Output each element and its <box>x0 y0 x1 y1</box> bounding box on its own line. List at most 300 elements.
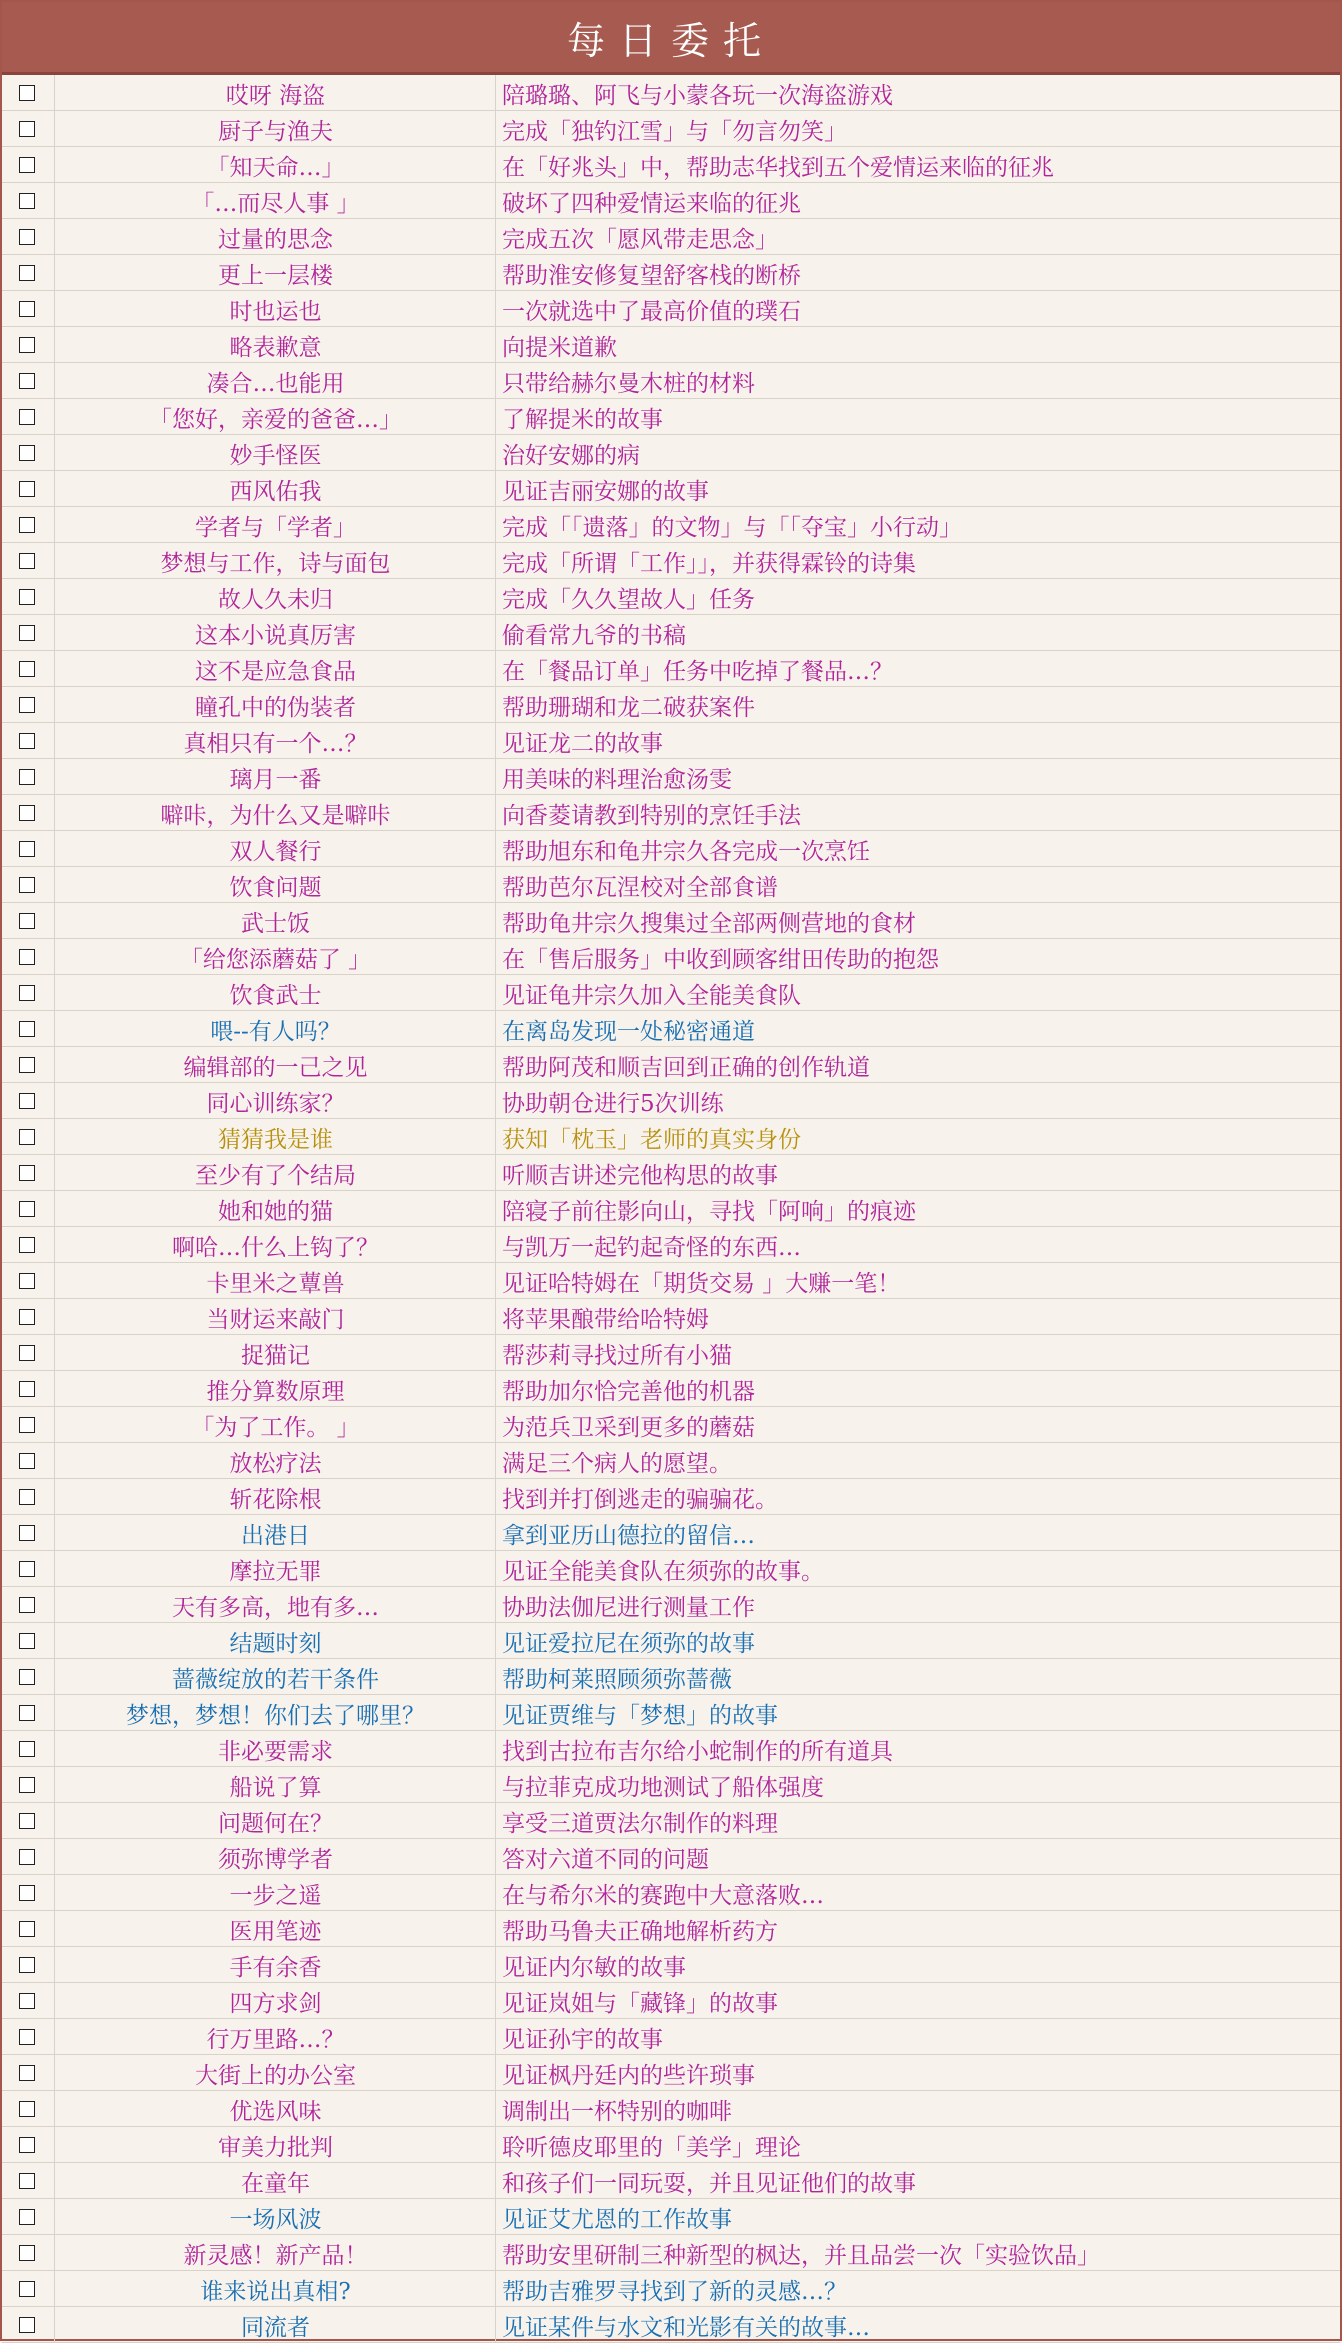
task-row <box>2 867 1340 903</box>
task-description: 获知「枕玉」老师的真实身份 <box>502 1126 801 1153</box>
task-name: 过量的思念 <box>56 219 496 255</box>
task-row <box>2 471 1340 507</box>
checkbox-cell <box>2 1407 55 1443</box>
task-row <box>2 1767 1340 1803</box>
task-row <box>2 1011 1340 1047</box>
task-checkbox[interactable] <box>19 1417 35 1433</box>
checkbox-cell <box>2 1371 55 1407</box>
task-name: 同流者 <box>56 2307 496 2343</box>
task-row <box>2 1371 1340 1407</box>
task-description: 帮助淮安修复望舒客栈的断桥 <box>502 262 801 289</box>
task-name: 璃月一番 <box>56 759 496 795</box>
task-row <box>2 831 1340 867</box>
checkbox-cell <box>2 1983 55 2019</box>
task-checkbox[interactable] <box>19 265 35 281</box>
task-row <box>2 795 1340 831</box>
task-row <box>2 1587 1340 1623</box>
task-row <box>2 2271 1340 2307</box>
task-checkbox[interactable] <box>19 661 35 677</box>
task-row <box>2 2127 1340 2163</box>
checkbox-cell <box>2 2271 55 2307</box>
task-name: 饮食问题 <box>56 867 496 903</box>
task-checkbox[interactable] <box>19 913 35 929</box>
checkbox-cell <box>2 1119 55 1155</box>
task-description: 协助朝仓进行5次训练 <box>502 1090 724 1117</box>
checkbox-cell <box>2 75 55 111</box>
task-list <box>2 75 1340 2343</box>
task-checkbox[interactable] <box>19 121 35 137</box>
task-name: 推分算数原理 <box>56 1371 496 1407</box>
task-checkbox[interactable] <box>19 805 35 821</box>
task-checkbox[interactable] <box>19 409 35 425</box>
task-description: 完成五次「愿风带走思念」 <box>502 226 778 253</box>
task-description: 找到并打倒逃走的骗骗花。 <box>502 1486 778 1513</box>
checkbox-cell <box>2 831 55 867</box>
task-row <box>2 1047 1340 1083</box>
task-checkbox[interactable] <box>19 841 35 857</box>
task-description: 向香菱请教到特别的烹饪手法 <box>502 802 801 829</box>
task-checkbox[interactable] <box>19 301 35 317</box>
task-name: 优选风味 <box>56 2091 496 2127</box>
task-row <box>2 2091 1340 2127</box>
task-checkbox[interactable] <box>19 1597 35 1613</box>
task-checkbox[interactable] <box>19 2317 35 2333</box>
task-row <box>2 2235 1340 2271</box>
task-description: 见证艾尤恩的工作故事 <box>502 2206 732 2233</box>
checkbox-cell <box>2 615 55 651</box>
checkbox-cell <box>2 687 55 723</box>
task-description: 见证全能美食队在须弥的故事。 <box>502 1558 824 1585</box>
task-row <box>2 1803 1340 1839</box>
checkbox-cell <box>2 471 55 507</box>
task-description: 见证贾维与「梦想」的故事 <box>502 1702 778 1729</box>
task-description: 在离岛发现一处秘密通道 <box>502 1018 755 1045</box>
task-description: 帮助阿茂和顺吉回到正确的创作轨道 <box>502 1054 870 1081</box>
task-row <box>2 1155 1340 1191</box>
checkbox-cell <box>2 1479 55 1515</box>
checkbox-cell <box>2 2019 55 2055</box>
task-row <box>2 615 1340 651</box>
task-checkbox[interactable] <box>19 1849 35 1865</box>
task-description: 为范兵卫采到更多的蘑菇 <box>502 1414 755 1441</box>
task-description: 和孩子们一同玩耍，并且见证他们的故事 <box>502 2170 916 2197</box>
checkbox-cell <box>2 1227 55 1263</box>
checkbox-cell <box>2 1011 55 1047</box>
checkbox-cell <box>2 1335 55 1371</box>
checkbox-cell <box>2 2091 55 2127</box>
task-row <box>2 75 1340 111</box>
task-description: 帮助柯莱照顾须弥蔷薇 <box>502 1666 732 1693</box>
checkbox-cell <box>2 1623 55 1659</box>
checkbox-cell <box>2 291 55 327</box>
task-description: 在「好兆头」中，帮助志华找到五个爱情运来临的征兆 <box>502 154 1054 181</box>
task-row <box>2 2163 1340 2199</box>
task-name: 梦想，梦想！你们去了哪里？ <box>56 1695 496 1731</box>
task-checkbox[interactable] <box>19 1885 35 1901</box>
title-bar <box>2 2 1340 75</box>
task-row <box>2 723 1340 759</box>
task-row <box>2 1551 1340 1587</box>
task-description: 只带给赫尔曼木桩的材料 <box>502 370 755 397</box>
task-description: 将苹果酿带给哈特姆 <box>502 1306 709 1333</box>
checkbox-cell <box>2 1299 55 1335</box>
checkbox-cell <box>2 1947 55 1983</box>
task-name: 学者与「学者」 <box>56 507 496 543</box>
task-row <box>2 1659 1340 1695</box>
task-description: 帮助马鲁夫正确地解析药方 <box>502 1918 778 1945</box>
task-description: 完成「「遗落」的文物」与「「夺宝」小行动」 <box>502 514 962 541</box>
task-description: 见证枫丹廷内的些许琐事 <box>502 2062 755 2089</box>
task-name: 啊哈…什么上钩了？ <box>56 1227 496 1263</box>
task-row <box>2 543 1340 579</box>
task-description: 拿到亚历山德拉的留信… <box>502 1522 755 1549</box>
task-checkbox[interactable] <box>19 1813 35 1829</box>
checkbox-cell <box>2 1191 55 1227</box>
task-description: 与拉菲克成功地测试了船体强度 <box>502 1774 824 1801</box>
task-checkbox[interactable] <box>19 1057 35 1073</box>
task-description: 见证龟井宗久加入全能美食队 <box>502 982 801 1009</box>
task-description: 完成「所谓「工作」」，并获得霖铃的诗集 <box>502 550 916 577</box>
task-checkbox[interactable] <box>19 2065 35 2081</box>
checkbox-cell <box>2 1839 55 1875</box>
task-checkbox[interactable] <box>19 1273 35 1289</box>
task-row <box>2 507 1340 543</box>
task-description: 完成「久久望故人」任务 <box>502 586 755 613</box>
task-name: 妙手怪医 <box>56 435 496 471</box>
checkbox-cell <box>2 2127 55 2163</box>
task-name: 「您好，亲爱的爸爸…」 <box>56 399 496 435</box>
task-name: 须弥博学者 <box>56 1839 496 1875</box>
task-row <box>2 1947 1340 1983</box>
task-name: 噼咔，为什么又是噼咔 <box>56 795 496 831</box>
task-checkbox[interactable] <box>19 481 35 497</box>
task-row <box>2 1407 1340 1443</box>
task-description: 帮助旭东和龟井宗久各完成一次烹饪 <box>502 838 870 865</box>
checkbox-cell <box>2 111 55 147</box>
task-name: 谁来说出真相? <box>56 2271 496 2307</box>
task-name: 喂--有人吗？ <box>56 1011 496 1047</box>
task-checkbox[interactable] <box>19 445 35 461</box>
task-row <box>2 255 1340 291</box>
task-name: 「为了工作。 」 <box>56 1407 496 1443</box>
checkbox-cell <box>2 219 55 255</box>
task-checkbox[interactable] <box>19 1021 35 1037</box>
task-checkbox[interactable] <box>19 1453 35 1469</box>
task-checkbox[interactable] <box>19 769 35 785</box>
task-checkbox[interactable] <box>19 1777 35 1793</box>
task-checkbox[interactable] <box>19 1921 35 1937</box>
task-description: 治好安娜的病 <box>502 442 640 469</box>
task-name: 这不是应急食品 <box>56 651 496 687</box>
task-name: 大街上的办公室 <box>56 2055 496 2091</box>
task-row <box>2 1335 1340 1371</box>
checkbox-cell <box>2 399 55 435</box>
task-checkbox[interactable] <box>19 697 35 713</box>
task-checkbox[interactable] <box>19 553 35 569</box>
task-name: 真相只有一个…？ <box>56 723 496 759</box>
task-row <box>2 975 1340 1011</box>
checkbox-cell <box>2 327 55 363</box>
task-checkbox[interactable] <box>19 1201 35 1217</box>
task-checkbox[interactable] <box>19 733 35 749</box>
task-checkbox[interactable] <box>19 1633 35 1649</box>
task-name: 「给您添蘑菇了 」 <box>56 939 496 975</box>
checkbox-cell <box>2 507 55 543</box>
task-name: 蔷薇绽放的若干条件 <box>56 1659 496 1695</box>
checkbox-cell <box>2 1875 55 1911</box>
task-checkbox[interactable] <box>19 1993 35 2009</box>
task-name: 一场风波 <box>56 2199 496 2235</box>
task-checkbox[interactable] <box>19 1669 35 1685</box>
checkbox-cell <box>2 543 55 579</box>
task-description: 见证内尔敏的故事 <box>502 1954 686 1981</box>
task-checkbox[interactable] <box>19 1525 35 1541</box>
task-row <box>2 1443 1340 1479</box>
checkbox-cell <box>2 2163 55 2199</box>
task-row <box>2 1695 1340 1731</box>
task-row <box>2 579 1340 615</box>
task-name: 行万里路…？ <box>56 2019 496 2055</box>
task-description: 用美味的料理治愈汤雯 <box>502 766 732 793</box>
task-description: 帮助安里研制三种新型的枫达，并且品尝一次「实验饮品」 <box>502 2242 1100 2269</box>
task-description: 在「餐品订单」任务中吃掉了餐品…？ <box>502 658 893 685</box>
task-row <box>2 1263 1340 1299</box>
task-name: 猜猜我是谁 <box>56 1119 496 1155</box>
checkbox-cell <box>2 795 55 831</box>
task-name: 摩拉无罪 <box>56 1551 496 1587</box>
task-name: 结题时刻 <box>56 1623 496 1659</box>
task-description: 答对六道不同的问题 <box>502 1846 709 1873</box>
task-checkbox[interactable] <box>19 1129 35 1145</box>
task-name: 出港日 <box>56 1515 496 1551</box>
task-description: 破坏了四种爱情运来临的征兆 <box>502 190 801 217</box>
task-name: 船说了算 <box>56 1767 496 1803</box>
task-checkbox[interactable] <box>19 2101 35 2117</box>
task-description: 见证岚姐与「藏锋」的故事 <box>502 1990 778 2017</box>
task-description: 帮助芭尔瓦涅校对全部食谱 <box>502 874 778 901</box>
task-name: 凑合…也能用 <box>56 363 496 399</box>
task-checkbox[interactable] <box>19 1489 35 1505</box>
task-row <box>2 327 1340 363</box>
task-name: 双人餐行 <box>56 831 496 867</box>
task-row <box>2 687 1340 723</box>
task-description: 见证哈特姆在「期货交易 」大赚一笔！ <box>502 1270 901 1297</box>
checkbox-cell <box>2 1443 55 1479</box>
task-checkbox[interactable] <box>19 2209 35 2225</box>
task-row <box>2 1119 1340 1155</box>
checkbox-cell <box>2 1695 55 1731</box>
task-checkbox[interactable] <box>19 193 35 209</box>
task-checkbox[interactable] <box>19 2029 35 2045</box>
task-row <box>2 1083 1340 1119</box>
task-row <box>2 2307 1340 2343</box>
task-checkbox[interactable] <box>19 1237 35 1253</box>
task-name: 放松疗法 <box>56 1443 496 1479</box>
task-checkbox[interactable] <box>19 373 35 389</box>
task-row <box>2 1911 1340 1947</box>
task-checkbox[interactable] <box>19 2173 35 2189</box>
task-name: 「知天命…」 <box>56 147 496 183</box>
task-checkbox[interactable] <box>19 229 35 245</box>
checkbox-cell <box>2 1731 55 1767</box>
checkbox-cell <box>2 1515 55 1551</box>
checkbox-cell <box>2 1803 55 1839</box>
task-checkbox[interactable] <box>19 589 35 605</box>
task-description: 帮助珊瑚和龙二破获案件 <box>502 694 755 721</box>
task-row <box>2 291 1340 327</box>
task-description: 见证爱拉尼在须弥的故事 <box>502 1630 755 1657</box>
task-row <box>2 111 1340 147</box>
task-name: 一步之遥 <box>56 1875 496 1911</box>
task-name: 医用笔迹 <box>56 1911 496 1947</box>
task-description: 帮助龟井宗久搜集过全部两侧营地的食材 <box>502 910 916 937</box>
task-name: 西风佑我 <box>56 471 496 507</box>
task-checkbox[interactable] <box>19 337 35 353</box>
task-row <box>2 651 1340 687</box>
task-row <box>2 939 1340 975</box>
task-checkbox[interactable] <box>19 2137 35 2153</box>
task-name: 新灵感！新产品！ <box>56 2235 496 2271</box>
task-name: 故人久未归 <box>56 579 496 615</box>
task-checkbox[interactable] <box>19 2245 35 2261</box>
task-checkbox[interactable] <box>19 1309 35 1325</box>
task-description: 完成「独钓江雪」与「勿言勿笑」 <box>502 118 847 145</box>
task-checkbox[interactable] <box>19 1957 35 1973</box>
task-row <box>2 1191 1340 1227</box>
task-description: 见证某件与水文和光影有关的故事… <box>502 2314 870 2341</box>
task-description: 见证龙二的故事 <box>502 730 663 757</box>
checkbox-cell <box>2 651 55 687</box>
task-checkbox[interactable] <box>19 1165 35 1181</box>
task-row <box>2 1299 1340 1335</box>
task-row <box>2 1731 1340 1767</box>
checkbox-cell <box>2 1047 55 1083</box>
task-description: 一次就选中了最高价值的璞石 <box>502 298 801 325</box>
checkbox-cell <box>2 1551 55 1587</box>
task-row <box>2 435 1340 471</box>
task-name: 哎呀 海盗 <box>56 75 496 111</box>
checkbox-cell <box>2 759 55 795</box>
task-name: 在童年 <box>56 2163 496 2199</box>
checkbox-cell <box>2 939 55 975</box>
task-description: 享受三道贾法尔制作的料理 <box>502 1810 778 1837</box>
checkbox-cell <box>2 1587 55 1623</box>
task-description: 听顺吉讲述完他构思的故事 <box>502 1162 778 1189</box>
checkbox-cell <box>2 147 55 183</box>
task-name: 至少有了个结局 <box>56 1155 496 1191</box>
task-row <box>2 1875 1340 1911</box>
task-row <box>2 759 1340 795</box>
task-name: 饮食武士 <box>56 975 496 1011</box>
checkbox-cell <box>2 867 55 903</box>
task-name: 问题何在？ <box>56 1803 496 1839</box>
task-row <box>2 219 1340 255</box>
checkbox-cell <box>2 2055 55 2091</box>
checkbox-cell <box>2 2307 55 2343</box>
task-row <box>2 1515 1340 1551</box>
checkbox-cell <box>2 435 55 471</box>
task-description: 与凯万一起钓起奇怪的东西… <box>502 1234 801 1261</box>
checkbox-cell <box>2 363 55 399</box>
task-checkbox[interactable] <box>19 985 35 1001</box>
task-name: 这本小说真厉害 <box>56 615 496 651</box>
task-description: 聆听德皮耶里的「美学」理论 <box>502 2134 801 2161</box>
task-name: 更上一层楼 <box>56 255 496 291</box>
task-checkbox[interactable] <box>19 1705 35 1721</box>
task-description: 满足三个病人的愿望。 <box>502 1450 732 1477</box>
task-description: 见证孙宇的故事 <box>502 2026 663 2053</box>
checkbox-cell <box>2 975 55 1011</box>
task-checkbox[interactable] <box>19 1381 35 1397</box>
task-name: 梦想与工作，诗与面包 <box>56 543 496 579</box>
task-row <box>2 2019 1340 2055</box>
task-checkbox[interactable] <box>19 1741 35 1757</box>
task-description: 陪璐璐、阿飞与小蒙各玩一次海盗游戏 <box>502 82 893 109</box>
task-checkbox[interactable] <box>19 1345 35 1361</box>
task-name: 当财运来敲门 <box>56 1299 496 1335</box>
task-row <box>2 1479 1340 1515</box>
task-name: 同心训练家？ <box>56 1083 496 1119</box>
task-name: 天有多高，地有多… <box>56 1587 496 1623</box>
checkbox-cell <box>2 903 55 939</box>
task-name: 四方求剑 <box>56 1983 496 2019</box>
task-checkbox[interactable] <box>19 877 35 893</box>
task-name: 审美力批判 <box>56 2127 496 2163</box>
task-name: 斩花除根 <box>56 1479 496 1515</box>
task-row <box>2 2055 1340 2091</box>
checkbox-cell <box>2 2235 55 2271</box>
task-description: 陪寝子前往影向山，寻找「阿响」的痕迹 <box>502 1198 916 1225</box>
task-row <box>2 1623 1340 1659</box>
task-description: 偷看常九爷的书稿 <box>502 622 686 649</box>
checkbox-cell <box>2 2199 55 2235</box>
task-row <box>2 147 1340 183</box>
task-description: 帮莎莉寻找过所有小猫 <box>502 1342 732 1369</box>
task-name: 她和她的猫 <box>56 1191 496 1227</box>
task-name: 编辑部的一己之见 <box>56 1047 496 1083</box>
task-row <box>2 399 1340 435</box>
task-checkbox[interactable] <box>19 1561 35 1577</box>
task-checkbox[interactable] <box>19 1093 35 1109</box>
task-name: 瞳孔中的伪装者 <box>56 687 496 723</box>
task-description: 帮助加尔恰完善他的机器 <box>502 1378 755 1405</box>
task-checkbox[interactable] <box>19 2281 35 2297</box>
checkbox-cell <box>2 579 55 615</box>
task-checkbox[interactable] <box>19 949 35 965</box>
task-row <box>2 1839 1340 1875</box>
task-row <box>2 1227 1340 1263</box>
task-description: 向提米道歉 <box>502 334 617 361</box>
task-description: 见证吉丽安娜的故事 <box>502 478 709 505</box>
task-row <box>2 2199 1340 2235</box>
checkbox-cell <box>2 1263 55 1299</box>
task-checkbox[interactable] <box>19 85 35 101</box>
checkbox-cell <box>2 1083 55 1119</box>
task-name: 手有余香 <box>56 1947 496 1983</box>
task-checkbox[interactable] <box>19 625 35 641</box>
task-description: 找到古拉布吉尔给小蛇制作的所有道具 <box>502 1738 893 1765</box>
task-checkbox[interactable] <box>19 517 35 533</box>
task-row <box>2 1983 1340 2019</box>
task-name: 卡里米之蕈兽 <box>56 1263 496 1299</box>
task-name: 厨子与渔夫 <box>56 111 496 147</box>
task-name: 「…而尽人事 」 <box>56 183 496 219</box>
task-checkbox[interactable] <box>19 157 35 173</box>
task-name: 略表歉意 <box>56 327 496 363</box>
task-description: 帮助吉雅罗寻找到了新的灵感…？ <box>502 2278 847 2305</box>
task-name: 捉猫记 <box>56 1335 496 1371</box>
task-row <box>2 903 1340 939</box>
